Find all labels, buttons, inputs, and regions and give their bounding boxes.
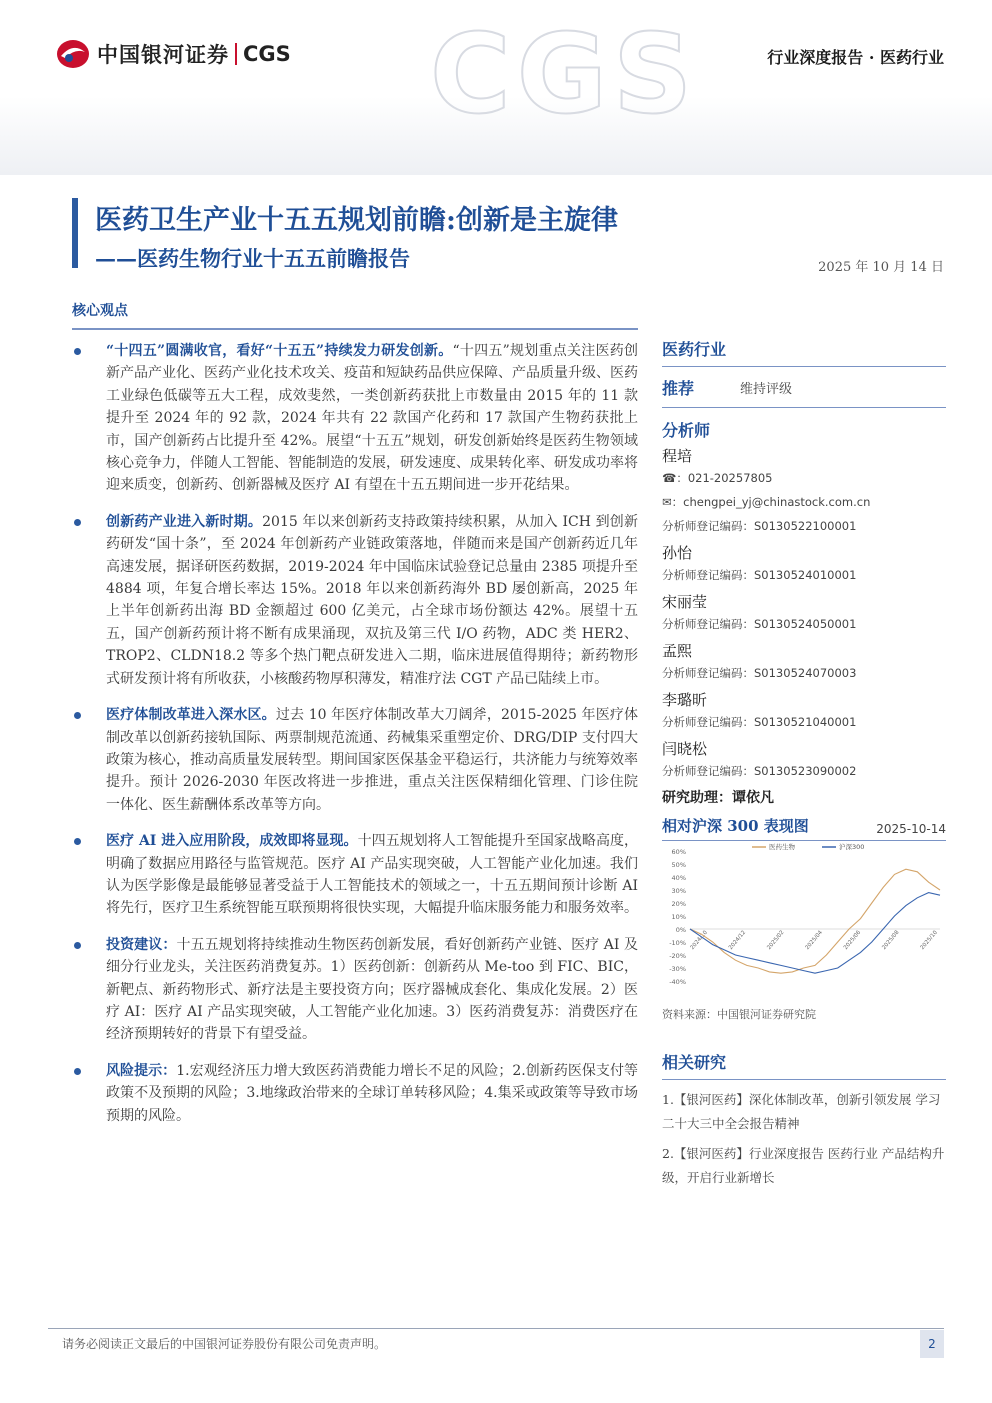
cgs-watermark: CGS (430, 10, 699, 138)
bullet-dot-icon (74, 712, 81, 719)
legend-label: 医药生物 (769, 843, 795, 851)
logo-divider (235, 43, 237, 65)
logo-en-text: CGS (243, 42, 291, 66)
analyst-email[interactable]: ✉：chengpei_yj@chinastock.com.cn (662, 495, 871, 509)
analyst-phone: ☎：021-20257805 (662, 471, 773, 485)
x-tick-label: 2025/08 (881, 929, 901, 952)
company-logo (55, 38, 291, 70)
analyst-name: 李璐昕 (662, 691, 708, 709)
x-tick-label: 2024/10 (689, 929, 709, 952)
series-line (690, 869, 940, 973)
core-point (72, 934, 638, 1046)
relative-performance-chart (662, 841, 946, 1001)
chart-date: 2025-10-14 (876, 822, 946, 836)
bullet-dot-icon (74, 838, 81, 845)
core-point (72, 704, 638, 816)
analyst-reg: 分析师登记编码：S0130524050001 (662, 617, 857, 631)
analyst-heading: 分析师 (662, 421, 711, 440)
chart-title: 相对沪深 300 表现图 (662, 817, 809, 835)
y-tick-label: 40% (671, 874, 686, 882)
y-tick-label: -30% (669, 965, 686, 973)
x-tick-label: 2024/12 (727, 929, 748, 952)
logo-cn-text: 中国银河证券 (97, 43, 229, 67)
core-points (72, 340, 638, 1141)
analyst-name: 闫晓松 (662, 740, 708, 758)
point-body: 十五五规划将持续推动生物医药创新发展，看好创新药产业链、医疗 AI 及细分行业龙头，关注医药消费复苏。1）医药创新：创新药从 Me-too 到 FIC、BIC，新靶点、新药物形式、新疗法是主要投资方向；医疗器械成套化、集成化发展。2）医疗 AI：医疗 AI 产品实现突破，人工智能产业化加速。3）医药消费复苏：消费医疗在经济预期转好的背景下有望受益。 (106, 936, 638, 1043)
page-number: 2 (920, 1330, 944, 1358)
point-lead: 投资建议： (106, 936, 177, 953)
analyst-name: 孟熙 (662, 642, 693, 660)
point-body: 过去 10 年医疗体制改革大刀阔斧，2015-2025 年医疗体制改革以创新药接轨国际、两票制规范流通、药械集采重塑定价、DRG/DIP 支付四大政策为核心，推动高质量发展转型。期间国家医保基金平稳运行，共济能力与统筹效率提升。预计 2026-2030 年医改将进一步推进，重点关注医保精细化管理、门诊住院一体化、医生薪酬体系改革等方向。 (106, 707, 639, 813)
report-subtitle: ——医药生物行业十五五前瞻报告 (95, 246, 410, 271)
rating-row (662, 367, 946, 407)
rating-label: 推荐 (662, 378, 695, 398)
core-point (72, 830, 638, 920)
chart-header (662, 815, 946, 836)
report-type: 行业深度报告 · 医药行业 (767, 48, 944, 67)
core-point (72, 511, 638, 690)
point-lead: “十四五”圆满收官，看好“十五五”持续发力研发创新。 (106, 343, 453, 359)
sidebar-divider (662, 407, 946, 408)
y-tick-label: 30% (671, 887, 686, 895)
x-tick-label: 2025/06 (842, 929, 863, 952)
point-lead: 风险提示： (106, 1062, 177, 1079)
footer-disclaimer: 请务必阅读正文最后的中国银河证券股份有限公司免责声明。 (62, 1337, 387, 1351)
footer-divider (48, 1328, 944, 1329)
analyst-reg: 分析师登记编码：S0130521040001 (662, 715, 857, 729)
point-body: 1.宏观经济压力增大致医药消费能力增长不足的风险；2.创新药医保支付等政策不及预期的风险；3.地缘政治带来的全球订单转移风险；4.集采或政策等导致市场预期的风险。 (106, 1062, 639, 1124)
logo-mark-icon (55, 38, 91, 70)
bullet-dot-icon (74, 519, 81, 526)
analyst-name: 程培 (662, 447, 693, 465)
point-body: “十四五”规划重点关注医药创新产品产业化、医药产业化技术攻关、疫苗和短缺药品供应保障、产品质量升级、医药工业绿色低碳等五大工程，成效斐然，一类创新药获批上市数量由 2015 年的 11 款提升至 2024 年的 92 款，2024 年共有 22 款国产化药和 17 款国产生物药获批上市，国产创新药占比提升至 42%。展望“十五五”规划，研发创新始终是医药生物领域核心竞争力，伴随人工智能、智能制造的发展，研发速度、成果转化率、研发成功率将迎来质变，创新药、创新器械及医疗 AI 有望在十五五期间进一步开花结果。 (106, 343, 638, 494)
y-tick-label: -20% (669, 952, 686, 960)
bullet-dot-icon (74, 348, 81, 355)
x-tick-label: 2025/02 (766, 929, 786, 952)
analyst-name: 宋丽莹 (662, 593, 708, 611)
y-tick-label: -10% (669, 939, 686, 947)
y-tick-label: 50% (671, 861, 686, 869)
title-accent-bar (72, 198, 78, 268)
y-tick-label: 60% (671, 848, 686, 856)
core-point (72, 1060, 638, 1127)
y-tick-label: -40% (669, 978, 686, 986)
core-point (72, 340, 638, 497)
x-tick-label: 2025/10 (919, 929, 939, 952)
legend-label: 沪深300 (839, 843, 865, 851)
sidebar-divider (662, 1079, 946, 1080)
series-line (690, 893, 940, 974)
point-body: 2015 年以来创新药支持政策持续积累，从加入 ICH 到创新药研发“国十条”，至 2024 年创新药产业链政策落地，伴随而来是国产创新药近几年高速发展，据译研医药数据，2019-2024 年中国临床试验登记总量由 2385 项提升至 4884 项，年复合增长率达 15%。2018 年以来创新药海外 BD 屡创新高，2025 年上半年创新药出海 BD 金额超过 600 亿美元，占全球市场份额达 42%。展望十五五，国产创新药预计将不断有成果涌现，双抗及第三代 I/O 药物，ADC 类 HER2、TROP2、CLDN18.2 等多个热门靶点研发进入二期，临床进展值得期待；新药物形式研发预计将有所收获，小核酸药物厚积薄发，精准疗法 CGT 产品已陆续上市。 (106, 513, 638, 687)
analyst-reg: 分析师登记编码：S0130524010001 (662, 568, 857, 582)
analyst-reg: 分析师登记编码：S0130523090002 (662, 764, 857, 778)
report-title: 医药卫生产业十五五规划前瞻:创新是主旋律 (95, 205, 618, 236)
related-heading: 相关研究 (662, 1053, 727, 1072)
analyst-name: 孙怡 (662, 544, 693, 562)
chart-source: 资料来源：中国银河证券研究院 (662, 1008, 816, 1021)
research-assistant: 研究助理：谭依凡 (662, 790, 774, 806)
bullet-dot-icon (74, 942, 81, 949)
rating-value: 维持评级 (740, 381, 793, 397)
x-tick-label: 2025/04 (804, 929, 824, 952)
sidebar (662, 330, 946, 1190)
related-report-link[interactable]: 1.【银河医药】深化体制改革，创新引领发展 学习二十大三中全会报告精神 (662, 1092, 941, 1131)
core-heading: 核心观点 (72, 303, 128, 319)
y-tick-label: 20% (671, 900, 686, 908)
point-lead: 医疗 AI 进入应用阶段，成效即将显现。 (106, 833, 358, 850)
report-date: 2025 年 10 月 14 日 (818, 260, 944, 275)
core-divider (72, 328, 638, 330)
y-tick-label: 0% (675, 926, 686, 934)
point-lead: 医疗体制改革进入深水区。 (106, 707, 276, 724)
related-report-link[interactable]: 2.【银河医药】行业深度报告 医药行业 产品结构升级，开启行业新增长 (662, 1146, 945, 1185)
analyst-reg: 分析师登记编码：S0130522100001 (662, 519, 857, 533)
analyst-reg: 分析师登记编码：S0130524070003 (662, 666, 857, 680)
industry-name: 医药行业 (662, 340, 727, 359)
page-header (0, 0, 992, 175)
bullet-dot-icon (74, 1068, 81, 1075)
point-body: 十四五规划将人工智能提升至国家战略高度，明确了数据应用路径与监管规范。医疗 AI 产品实现突破，人工智能产业化加速。我们认为医学影像是最能够显著受益于人工智能技术的领域之一，十五五期间预计诊断 AI 将先行，医疗卫生系统智能互联预期将很快实现，大幅提升临床服务能力和服务效率。 (106, 833, 638, 917)
point-lead: 创新药产业进入新时期。 (106, 513, 263, 530)
y-tick-label: 10% (671, 913, 686, 921)
